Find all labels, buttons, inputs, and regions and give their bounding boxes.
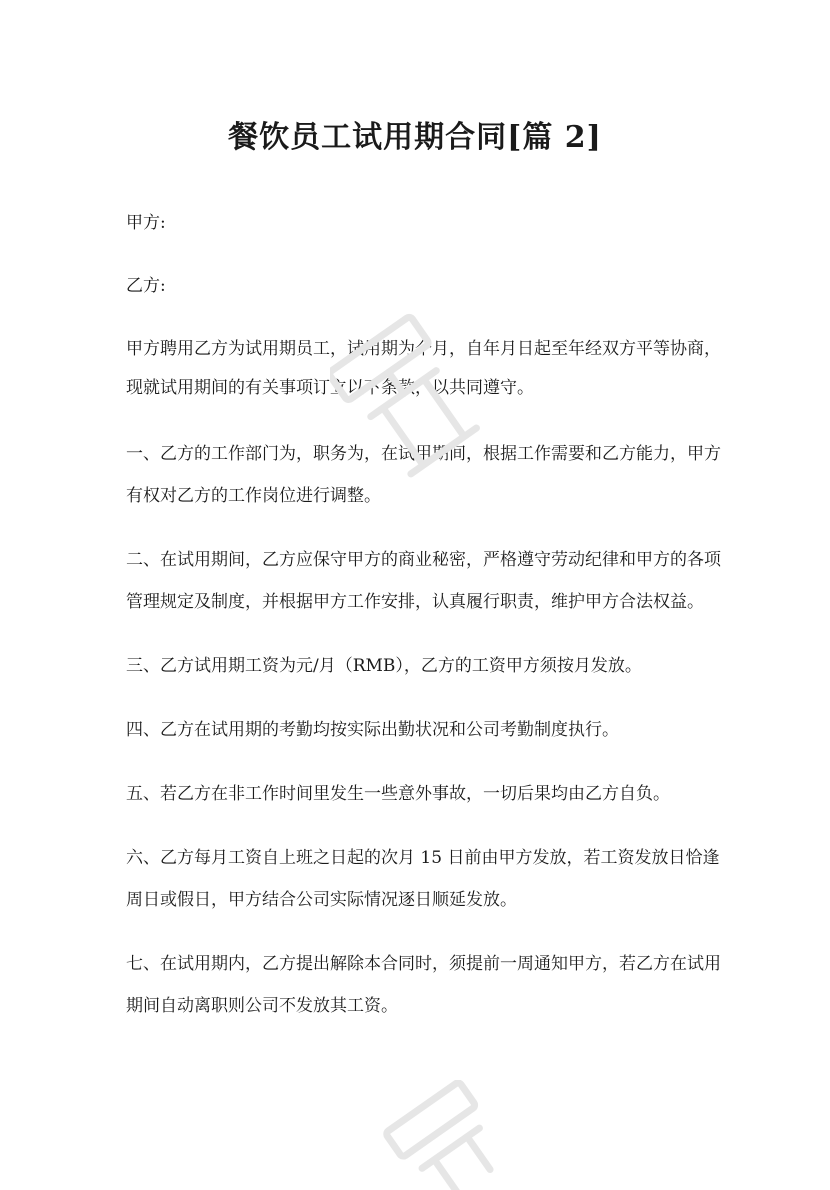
clause-4-line-1: 四、乙方在试用期的考勤均按实际出勤状况和公司考勤制度执行。 bbox=[126, 720, 619, 740]
clause-1-line-2: 有权对乙方的工作岗位进行调整。 bbox=[126, 486, 381, 506]
intro-line-2: 现就试用期间的有关事项订立以下条款，以共同遵守。 bbox=[126, 378, 534, 398]
party-b-label: 乙方: bbox=[126, 276, 166, 296]
party-a-label: 甲方: bbox=[126, 213, 166, 233]
clause-2-line-1: 二、在试用期间，乙方应保守甲方的商业秘密，严格遵守劳动纪律和甲方的各项 bbox=[126, 550, 721, 570]
clause-1-line-1: 一、乙方的工作部门为，职务为，在试用期间，根据工作需要和乙方能力，甲方 bbox=[126, 444, 721, 464]
clause-6-line-2: 周日或假日，甲方结合公司实际情况逐日顺延发放。 bbox=[126, 890, 517, 910]
clause-3-line-1: 三、乙方试用期工资为元/月（RMB），乙方的工资甲方须按月发放。 bbox=[126, 656, 642, 676]
intro-line-1: 甲方聘用乙方为试用期员工，试用期为个月，自年月日起至年经双方平等协商， bbox=[126, 339, 721, 359]
clause-6-line-1: 六、乙方每月工资自上班之日起的次月 15 日前由甲方发放，若工资发放日恰逢 bbox=[126, 848, 720, 868]
clause-7-line-2: 期间自动离职则公司不发放其工资。 bbox=[126, 996, 398, 1016]
clause-5-line-1: 五、若乙方在非工作时间里发生一些意外事故，一切后果均由乙方自负。 bbox=[126, 784, 670, 804]
document-title: 餐饮员工试用期合同[篇 2] bbox=[228, 120, 602, 155]
clause-7-line-1: 七、在试用期内，乙方提出解除本合同时，须提前一周通知甲方，若乙方在试用 bbox=[126, 954, 721, 974]
clause-2-line-2: 管理规定及制度，并根据甲方工作安排，认真履行职责，维护甲方合法权益。 bbox=[126, 592, 704, 612]
